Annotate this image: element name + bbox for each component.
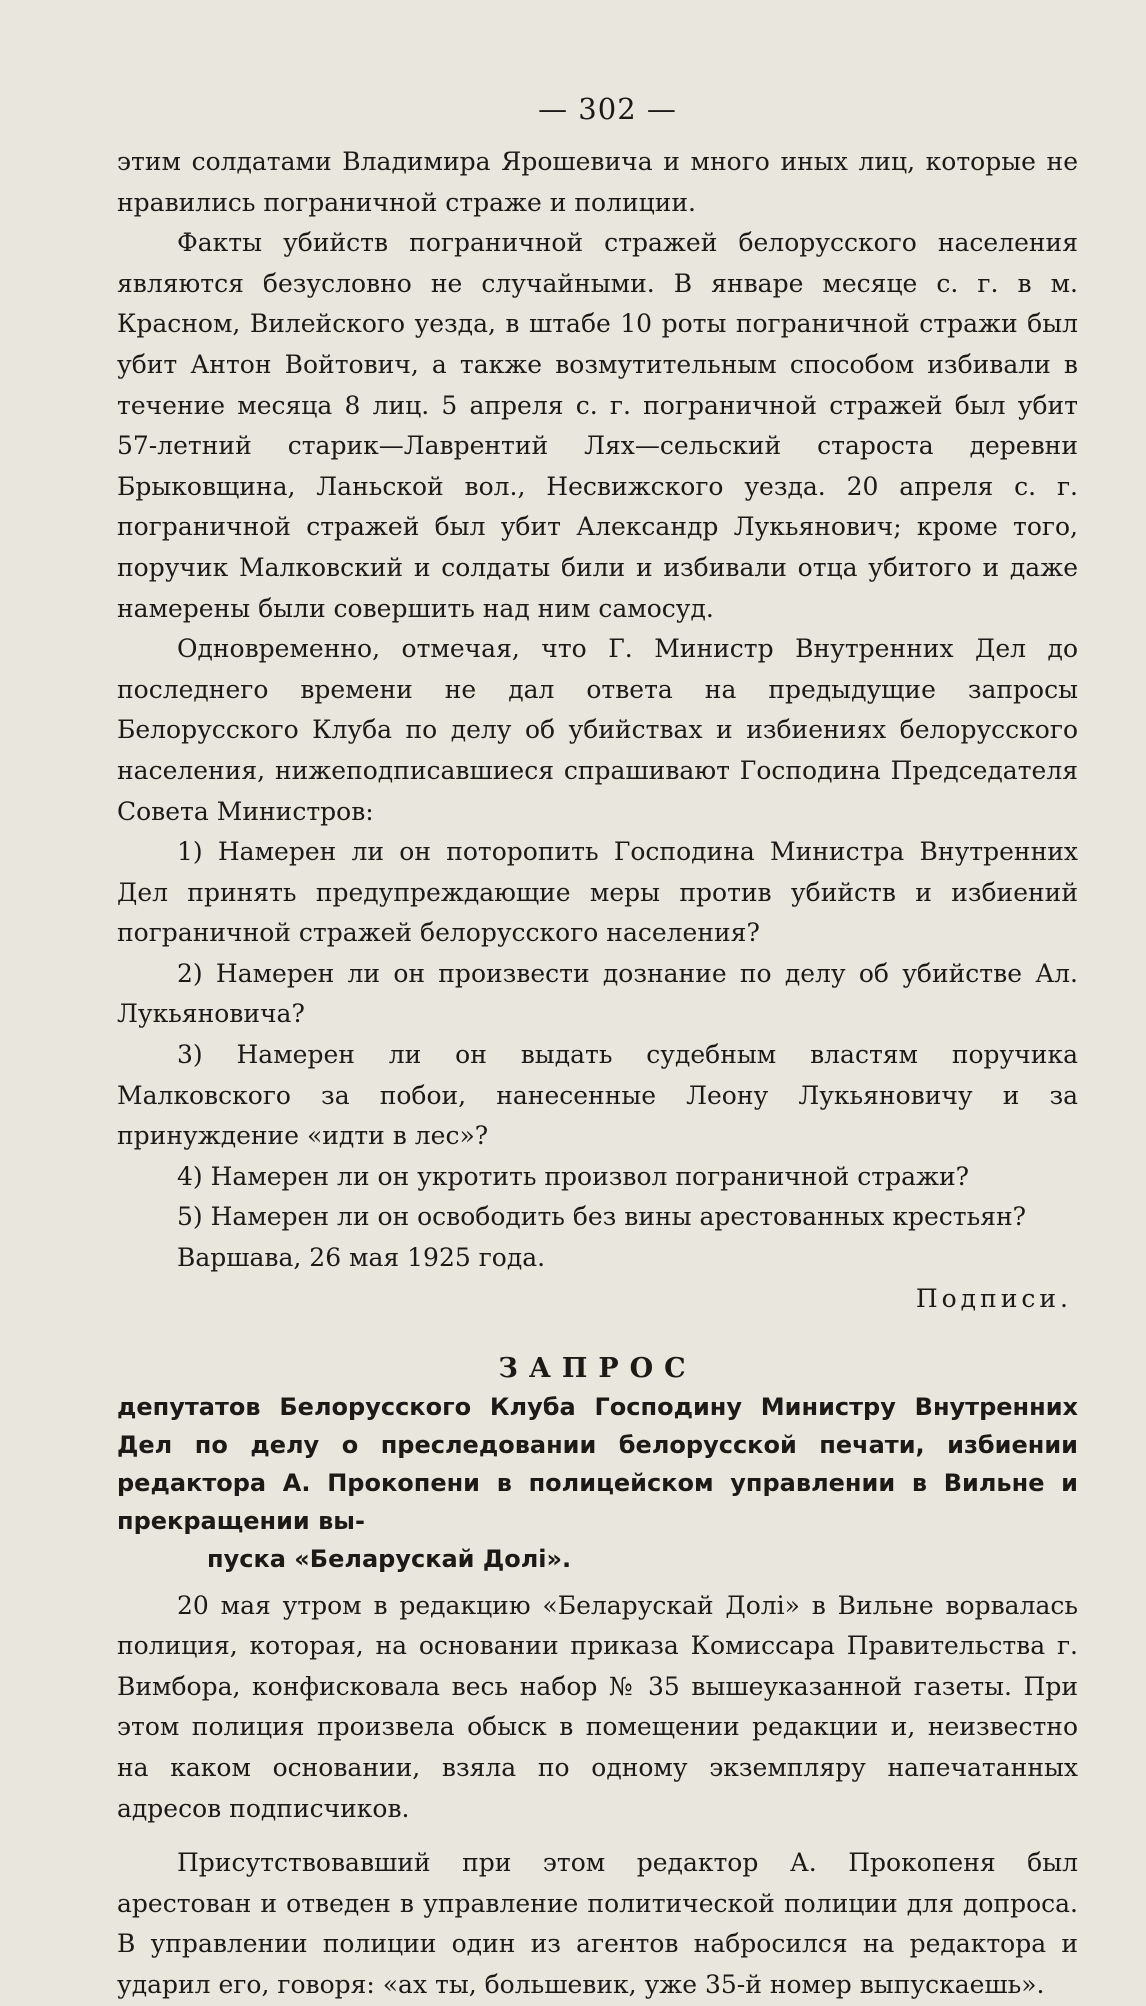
section-heading: ЗАПРОС xyxy=(498,1352,697,1384)
paragraph-request: Одновременно, отмечая, что Г. Министр Внутренних Дел до последнего времени не дал ответа на предыдущие запросы Белорусского Клуба по делу об убийствах и избиениях белорусского населения, нижеподписавшиеся спрашивают Господина Председателя Совета Министров: xyxy=(117,634,1078,826)
question-item: 1) Намерен ли он поторопить Господина Министра Внутренних Дел принять предупреждающие меры против убийств и избиений пограничной стражей белорусского населения? xyxy=(117,837,1078,948)
signatures-label: Подписи. xyxy=(915,1283,1072,1313)
date-line: Варшава, 26 мая 1925 года. xyxy=(177,1243,546,1273)
question-item: 5) Намерен ли он освободить без вины арестованных крестьян? xyxy=(177,1202,1027,1232)
question-item: 4) Намерен ли он укротить произвол пограничной стражи? xyxy=(177,1161,970,1191)
paragraph-facts: Факты убийств пограничной стражей белорусского населения являются безусловно не случайными. В январе месяце с. г. в м. Красном, Вилейского уезда, в штабе 10 роты пограничной стражи был убит Антон Войтович, а также возмутительным способом избивали в течение месяца 8 лиц. 5 апреля с. г. пограничной стражей был убит 57-летний старик—Лаврентий Лях—сельский староста деревни Брыковщина, Ланьской вол., Несвижского уезда. 20 апреля с. г. пограничной стражей был убит Александр Лукьянович; кроме того, поручик Малковский и солдаты били и избивали отца убитого и даже намерены были совершить над ним самосуд. xyxy=(117,228,1078,623)
paragraph-continuation: этим солдатами Владимира Ярошевича и много иных лиц, которые не нравились пограничной страже и полиции. xyxy=(117,147,1078,217)
section-subheading-last: пуска «Беларускай Долі». xyxy=(207,1544,572,1573)
section-subheading xyxy=(117,1388,1078,1578)
question-item: 3) Намерен ли он выдать судебным властям поручика Малковского за побои, нанесенные Леону Лукьяновичу и за принуждение «идти в лес»? xyxy=(117,1040,1078,1151)
page-number: — 302 — xyxy=(538,92,677,126)
paragraph-raid: 20 мая утром в редакцию «Беларускай Долі» в Вильне ворвалась полиция, которая, на основании приказа Комиссара Правительства г. Вимбора, конфисковала весь набор № 35 вышеуказанной газеты. При этом полиция произвела обыск в помещении редакции и, неизвестно на каком основании, взяла по одному экземпляру напечатанных адресов подписчиков. xyxy=(117,1590,1078,1823)
paragraph-arrest: Присутствовавший при этом редактор А. Прокопеня был арестован и отведен в управление политической полиции для допроса. В управлении полиции один из агентов набросился на редактора и ударил его, говоря: «ах ты, большевик, уже 35-й номер выпускаешь». xyxy=(117,1848,1078,1999)
question-item: 2) Намерен ли он произвести дознание по делу об убийстве Ал. Лукьяновича? xyxy=(117,958,1078,1029)
section-subheading-main: депутатов Белорусского Клуба Господину Министру Внутренних Дел по делу о преследовании белорусской печати, избиении редактора А. Прокопени в полицейском управлении в Вильне и прекращении вы- xyxy=(117,1392,1078,1535)
